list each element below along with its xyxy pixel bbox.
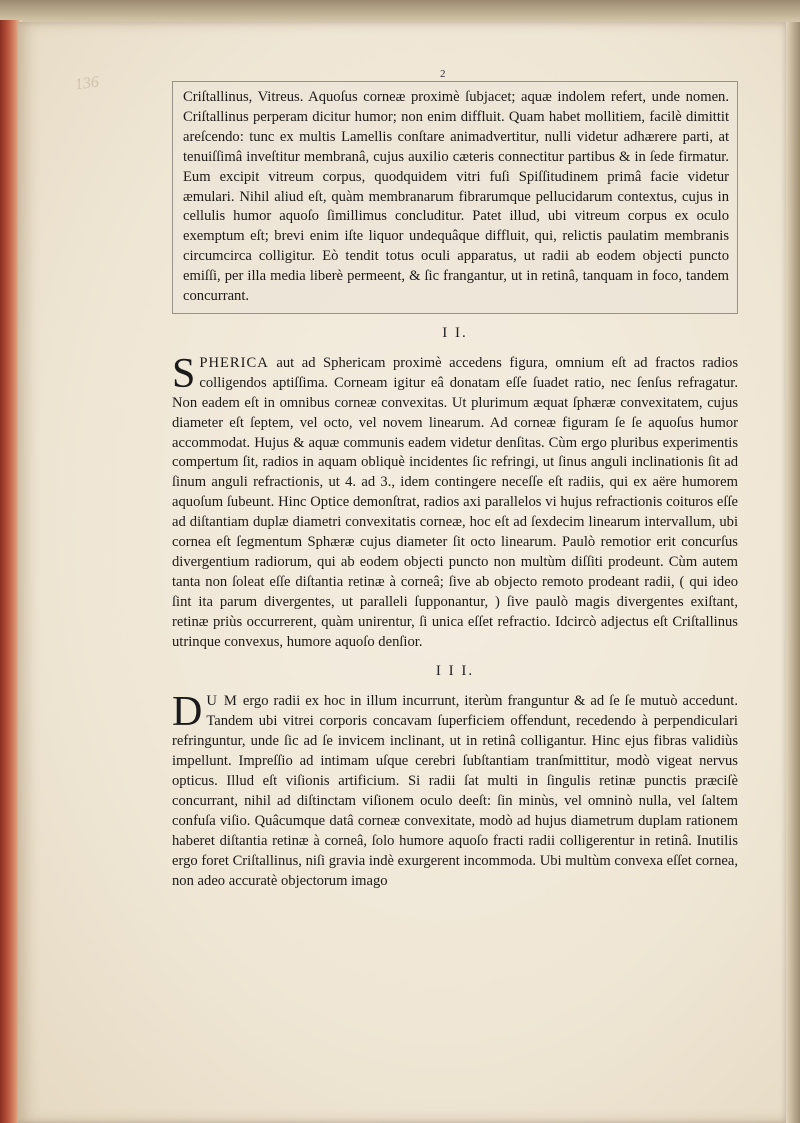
section-heading-2: I I.	[442, 324, 468, 341]
drop-cap-d: D	[172, 689, 203, 736]
lead-caps: U M	[206, 693, 238, 710]
section-paragraph-2	[172, 350, 738, 653]
page-edge-shadow	[786, 22, 800, 1123]
continuation-paragraph: Criſtallinus, Vitreus. Aquoſus corneæ proximè ſubjacet; aquæ indolem refert, unde nomen. Criſtallinus perperam dicitur humor; non enim diffluit. Quam habet mollitiem, facilè dimittit areſcendo: tunc ex multis Lamellis conſtare animadvertitur, nulli videtur adhærere parti, at tenuiſſimâ inveſtitur membranâ, cujus auxilio cæteris connectitur partibus & in ſede firmatur. Eum excipit vitreum corpus, quodquidem vitri fuſi Spiſſitudinem primâ facie videtur æmulari. Nihil aliud eſt, quàm membranarum fibrarumque pellucidarum contextus, cujus in cellulis humor aquoſo ſimillimus concluditur. Patet illud, ubi vitreum corpus ex oculo exemptum eſt; brevi enim iſte liquor undequâque diffluit, qui, relictis paulatim membranis circumcirca colligitur. Eò tendit totus oculi apparatus, ut radii ab eodem objecti puncto emiſſi, per illa media liberè permeent, & ſic frangantur, ut in retinâ, tanquam in foco, tandem concurrant.	[183, 89, 729, 305]
text-column	[172, 75, 738, 891]
lead-caps: PHERICA	[199, 354, 269, 371]
section-heading-3: I I I.	[435, 663, 475, 680]
paragraph-text: ergo radii ex hoc in illum incurrunt, iterùm franguntur & ad ſe ſe mutuò accedunt. Tandem ubi vitrei corporis concavam ſuperficiem offendunt, recedendo à perpendiculari refringuntur, unde ſic ad ſe invicem inclinant, ut in retinâ colligantur. Hinc ejus fibras validiùs impellunt. Impreſſio ad intimam uſque cerebri ſubſtantiam tranſmittitur, modò vigeat nervus opticus. Illud eſt viſionis artificium. Si radii ſat multi in ſingulis retinæ punctis præciſè concurrant, nihil ad diſtinctam viſionem oculo deeſt: ſin minùs, vel omninò nulla, vel ſaltem confuſa viſio. Quâcumque datâ corneæ convexitate, modò ad hujus diametrum duplam rationem haberet diſtantia retinæ à corneâ, ſolo humore aquoſo fracti radii colligerentur in retinâ. Inutilis ergo foret Criſtallinus, niſi gravia indè exurgerent incommoda. Ubi multùm convexa eſſet cornea, non adeo accuratè objectorum imago	[172, 693, 738, 889]
continuation-block	[172, 81, 738, 314]
page-number: 2	[440, 68, 446, 80]
drop-cap-s: S	[172, 350, 196, 397]
margin-annotation: 136	[73, 73, 100, 94]
paragraph-text: aut ad Sphericam proximè accedens figura, omnium eſt ad fractos radios colligendos aptiſſima. Corneam igitur eâ donatam eſſe ſuadet ratio, nec ſenſus refragatur. Non eadem eſt in omnibus corneæ convexitas. Ut plurimum æquat ſphæræ convexitatem, cujus diameter eſt ſeptem, vel octo, vel novem linearum. Ad corneæ figuram ſe ſe aquoſus humor accommodat. Hujus & aquæ communis eadem videtur denſitas. Cùm ergo pluribus experimentis compertum ſit, radios in aquam obliquè incidentes ſic refringi, ut ſinus anguli inclinationis ſit ad ſinum anguli refractionis, ut 4. ad 3., idem contingere neceſſe eſt radiis, qui ex aëre humorem aquoſum ſubeunt. Hinc Optice demonſtrat, radios axi parallelos vi hujus refractionis coituros eſſe ad diſtantiam duplæ diametri convexitatis corneæ, hoc eſt ad ſexdecim linearum intervallum, ubi cornea eſt ſegmentum Sphæræ cujus diameter ſit octo linearum. Paulò remotior erit concurſus divergentium radiorum, qui ab eodem objecti puncto non multùm diſſiti prodeunt. Cùm autem tanta non ſoleat eſſe diſtantia retinæ à corneâ; ſive ab objecto remoto prodeant radii, ( qui ideo ſint ita parum divergentes, ut paralleli ſupponantur, ) ſive paulò magis divergentes exiſtant, retinæ priùs occurrerent, quàm unirentur, ſi unica eſſet refractio. Idcircò adjectus eſt Criſtallinus utrinque convexus, humore aquoſo denſior.	[172, 354, 738, 650]
section-paragraph-3	[172, 689, 738, 891]
